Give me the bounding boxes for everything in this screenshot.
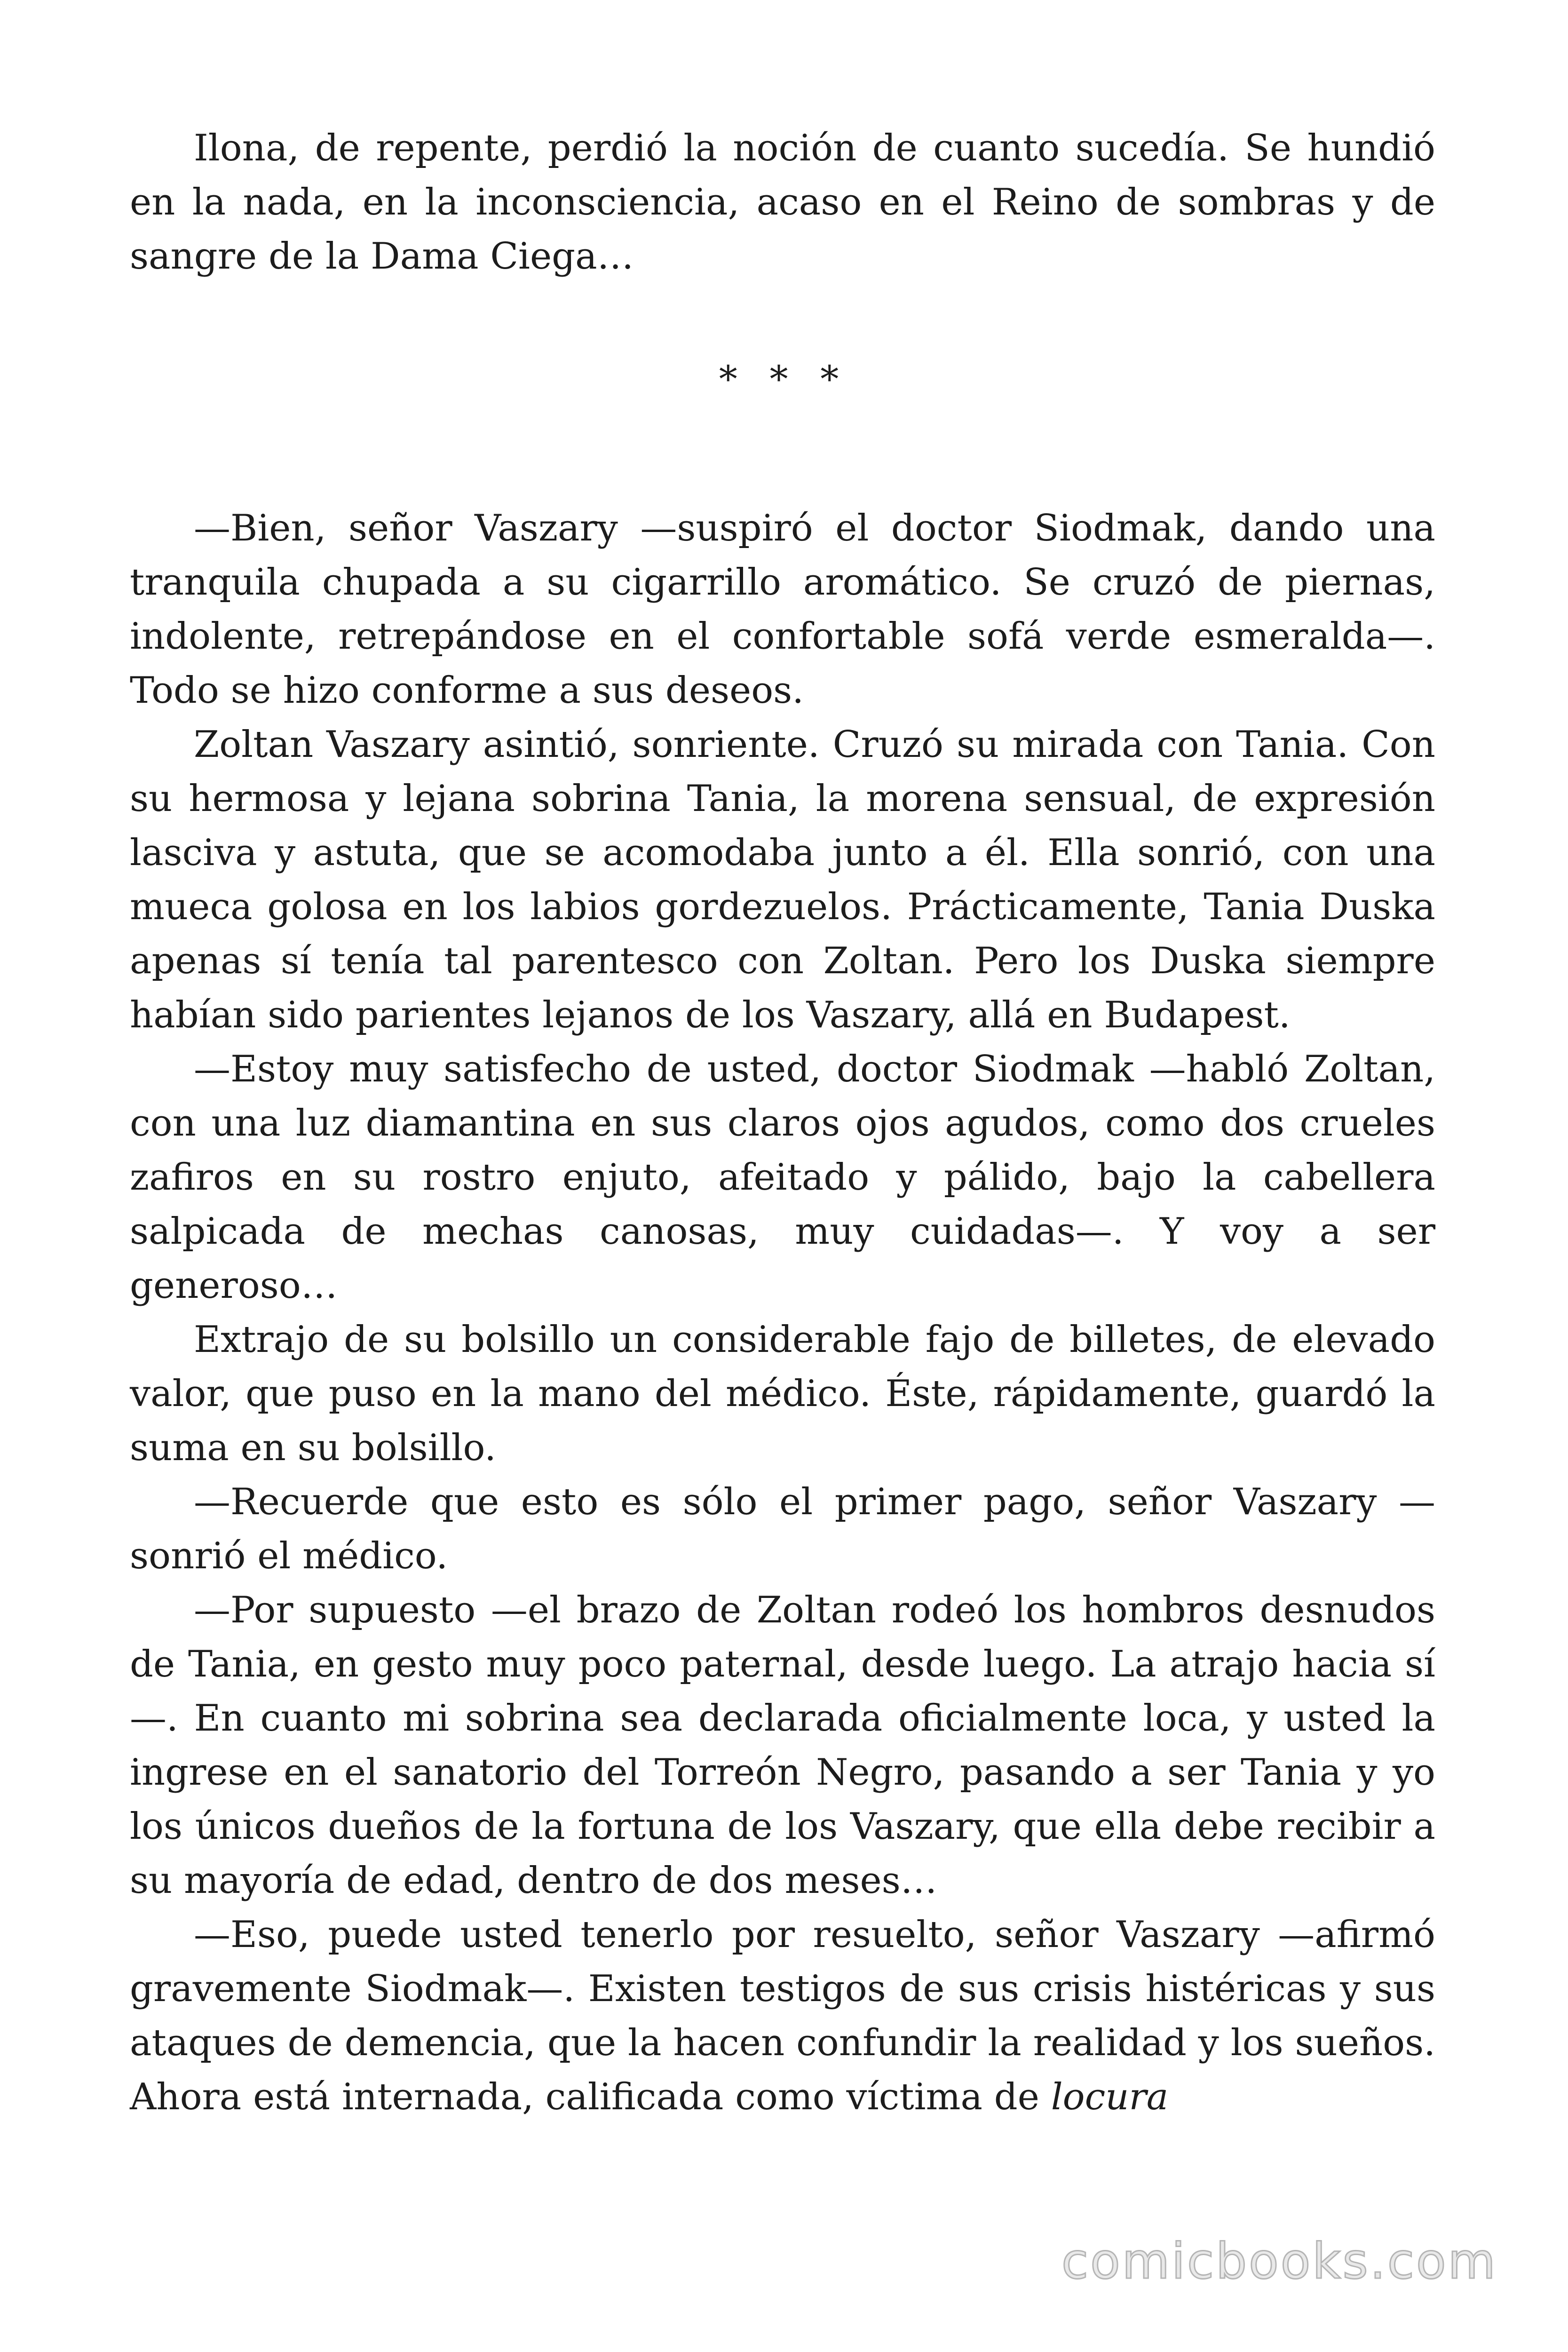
paragraph: Zoltan Vaszary asintió, sonriente. Cruzó su mirada con Tania. Con su hermosa y lejana sobrina Tania, la morena sensual, de expresión lasciva y astuta, que se acomodaba junto a él. Ella sonrió, con una mueca golosa en los labios gordezuelos. Prácticamente, Tania Duska apenas sí tenía tal parentesco con Zoltan. Pero los Duska siempre habían sido parientes lejanos de los Vaszary, allá en Budapest.: [130, 723, 1435, 1036]
paragraph: —Estoy muy satisfecho de usted, doctor Siodmak —habló Zoltan, con una luz diamantina en sus claros ojos agudos, como dos crueles zafiros en su rostro enjuto, afeitado y pálido, bajo la cabellera salpicada de mechas canosas, muy cuidadas—. Y voy a ser generoso…: [130, 1048, 1435, 1307]
opening-text: [130, 121, 1435, 284]
paragraph: Ilona, de repente, perdió la noción de cuanto sucedía. Se hundió en la nada, en la inconsciencia, acaso en el Reino de sombras y de sangre de la Dama Ciega…: [130, 127, 1435, 278]
watermark: comicbooks.com: [1061, 2233, 1497, 2290]
last-paragraph-text: —Eso, puede usted tenerlo por resuelto, señor Vaszary —afirmó gravemente Siodmak—. Existen testigos de sus crisis histéricas y sus ataques de demencia, que la hacen confundir la realidad y los sueños. Ahora está internada, calificada como víctima de: [130, 1914, 1435, 2118]
main-text: [130, 501, 1435, 2124]
paragraph: —Recuerde que esto es sólo el primer pago, señor Vaszary —sonrió el médico.: [130, 1481, 1435, 1577]
italic-word: locura: [1051, 2076, 1169, 2118]
paragraph: —Por supuesto —el brazo de Zoltan rodeó los hombros desnudos de Tania, en gesto muy poco paternal, desde luego. La atrajo hacia sí—. En cuanto mi sobrina sea declarada oficialmente loca, y usted la ingrese en el sanatorio del Torreón Negro, pasando a ser Tania y yo los únicos dueños de la fortuna de los Vaszary, que ella debe recibir a su mayoría de edad, dentro de dos meses…: [130, 1589, 1435, 1902]
section-break: * * *: [719, 358, 849, 401]
last-paragraph: [130, 1908, 1435, 2124]
paragraph: —Bien, señor Vaszary —suspiró el doctor Siodmak, dando una tranquila chupada a su cigarrillo aromático. Se cruzó de piernas, indolente, retrepándose en el confortable sofá verde esmeralda—. Todo se hizo conforme a sus deseos.: [130, 507, 1435, 712]
paragraph: Extrajo de su bolsillo un considerable fajo de billetes, de elevado valor, que puso en la mano del médico. Éste, rápidamente, guardó la suma en su bolsillo.: [130, 1319, 1435, 1469]
